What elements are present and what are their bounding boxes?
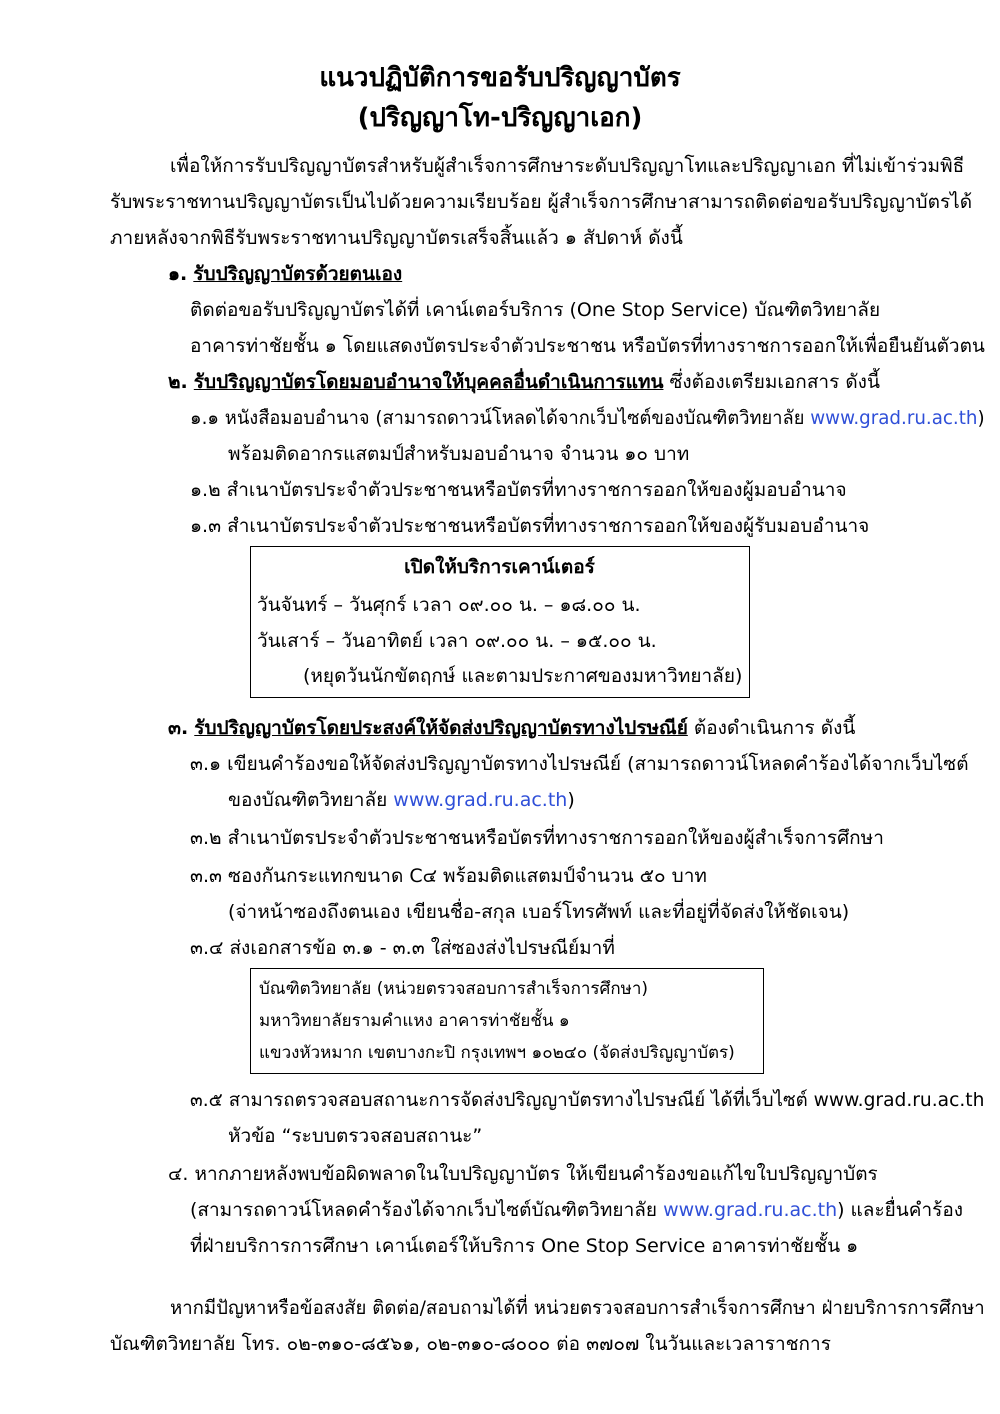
section-2-item-2: ๑.๒ สำเนาบัตรประจำตัวประชาชนหรือบัตรที่ทางราชการออกให้ของผู้มอบอำนาจ <box>190 479 847 501</box>
address-line-2: มหาวิทยาลัยรามคำแหง อาคารท่าชัยชั้น ๑ <box>259 1011 570 1031</box>
section-4-line-2-suffix: ) และยื่นคำร้อง <box>837 1199 964 1221</box>
mailing-address-box <box>250 968 764 1074</box>
contact-line-1: หากมีปัญหาหรือข้อสงสัย ติดต่อ/สอบถามได้ที่ หน่วยตรวจสอบการสำเร็จการศึกษา ฝ่ายบริการการศึกษา <box>170 1297 985 1319</box>
section-4-line-3: ที่ฝ่ายบริการการศึกษา เคาน์เตอร์ให้บริการ One Stop Service อาคารท่าชัยชั้น ๑ <box>190 1235 859 1257</box>
section-3-title: รับปริญญาบัตรโดยประสงค์ให้จัดส่งปริญญาบัตรทางไปรษณีย์ <box>194 717 688 739</box>
counter-hours-weekend: วันเสาร์ – วันอาทิตย์ เวลา ๐๙.๐๐ น. – ๑๕.๐๐ น. <box>257 630 657 652</box>
section-3-item-2: ๓.๒ สำเนาบัตรประจำตัวประชาชนหรือบัตรที่ทางราชการออกให้ของผู้สำเร็จการศึกษา <box>190 827 884 849</box>
address-line-1: บัณฑิตวิทยาลัย (หน่วยตรวจสอบการสำเร็จการศึกษา) <box>259 979 649 999</box>
grad-website-link[interactable]: www.grad.ru.ac.th <box>393 789 568 811</box>
section-3-item-5-line-2: หัวข้อ “ระบบตรวจสอบสถานะ” <box>228 1125 483 1147</box>
section-1-number: ๑. <box>168 263 188 285</box>
section-1-heading <box>168 256 402 292</box>
section-3-item-1-close: ) <box>567 789 575 811</box>
section-3-item-3-line-2: (จ่าหน้าซองถึงตนเอง เขียนชื่อ-สกุล เบอร์โทรศัพท์ และที่อยู่ที่จัดส่งให้ชัดเจน) <box>228 901 850 923</box>
address-line-3: แขวงหัวหมาก เขตบางกะปิ กรุงเทพฯ ๑๐๒๔๐ (จัดส่งปริญญาบัตร) <box>259 1043 735 1063</box>
section-1-line-2: อาคารท่าชัยชั้น ๑ โดยแสดงบัตรประจำตัวประชาชน หรือบัตรที่ทางราชการออกให้เพื่อยืนยันตัวตน <box>190 335 985 357</box>
page-subtitle: (ปริญญาโท-ปริญญาเอก) <box>357 103 643 133</box>
section-4-line-2-text: (สามารถดาวน์โหลดคำร้องได้จากเว็บไซต์บัณฑิตวิทยาลัย <box>190 1199 664 1221</box>
contact-line-2: บัณฑิตวิทยาลัย โทร. ๐๒-๓๑๐-๘๕๖๑, ๐๒-๓๑๐-๘๐๐๐ ต่อ ๓๗๐๗ ในวันและเวลาราชการ <box>110 1333 831 1355</box>
section-2-heading <box>168 364 880 400</box>
section-1-title: รับปริญญาบัตรด้วยตนเอง <box>193 263 403 285</box>
intro-line-2: รับพระราชทานปริญญาบัตรเป็นไปด้วยความเรียบร้อย ผู้สำเร็จการศึกษาสามารถติดต่อขอรับปริญญาบัตรได้ <box>110 191 973 213</box>
intro-line-3: ภายหลังจากพิธีรับพระราชทานปริญญาบัตรเสร็จสิ้นแล้ว ๑ สัปดาห์ ดังนี้ <box>110 227 683 249</box>
section-3-title-suffix: ต้องดำเนินการ ดังนี้ <box>687 717 856 739</box>
section-3-item-1: ๓.๑ เขียนคำร้องขอให้จัดส่งปริญญาบัตรทางไปรษณีย์ (สามารถดาวน์โหลดคำร้องได้จากเว็บไซต์ <box>190 753 969 775</box>
counter-hours-box <box>250 546 750 698</box>
counter-hours-weekday: วันจันทร์ – วันศุกร์ เวลา ๐๙.๐๐ น. – ๑๘.๐๐ น. <box>257 594 641 616</box>
section-4-line-2 <box>190 1192 963 1228</box>
section-2-item-3: ๑.๓ สำเนาบัตรประจำตัวประชาชนหรือบัตรที่ทางราชการออกให้ของผู้รับมอบอำนาจ <box>190 515 870 537</box>
section-2-item-1 <box>190 400 985 436</box>
section-2-item-1-line-2: พร้อมติดอากรแสตมป์สำหรับมอบอำนาจ จำนวน ๑๐ บาท <box>228 443 690 465</box>
section-3-item-5: ๓.๕ สามารถตรวจสอบสถานะการจัดส่งปริญญาบัตรทางไปรษณีย์ ได้ที่เว็บไซต์ www.grad.ru.ac.th <box>190 1089 985 1111</box>
section-3-item-3: ๓.๓ ซองกันกระแทกขนาด C๔ พร้อมติดแสตมป์จำนวน ๕๐ บาท <box>190 865 707 887</box>
grad-website-link[interactable]: www.grad.ru.ac.th <box>663 1199 838 1221</box>
section-1-line-1: ติดต่อขอรับปริญญาบัตรได้ที่ เคาน์เตอร์บริการ (One Stop Service) บัณฑิตวิทยาลัย <box>190 299 881 321</box>
section-2-title-suffix: ซึ่งต้องเตรียมเอกสาร ดังนี้ <box>663 371 880 393</box>
section-3-item-4: ๓.๔ ส่งเอกสารข้อ ๓.๑ - ๓.๓ ใส่ซองส่งไปรษณีย์มาที่ <box>190 937 615 959</box>
intro-line-1: เพื่อให้การรับปริญญาบัตรสำหรับผู้สำเร็จการศึกษาระดับปริญญาโทและปริญญาเอก ที่ไม่เข้าร่วมพิธี <box>170 155 965 177</box>
section-2-item-1-text: ๑.๑ หนังสือมอบอำนาจ (สามารถดาวน์โหลดได้จากเว็บไซต์ของบัณฑิตวิทยาลัย <box>190 407 811 429</box>
section-2-item-1-close: ) <box>977 407 985 429</box>
grad-website-link[interactable]: www.grad.ru.ac.th <box>810 407 978 429</box>
page-title: แนวปฏิบัติการขอรับปริญญาบัตร <box>319 63 681 93</box>
section-3-number: ๓. <box>168 717 189 739</box>
counter-hours-note: (หยุดวันนักขัตฤกษ์ และตามประกาศของมหาวิทยาลัย) <box>303 665 743 687</box>
section-3-item-1-line-2 <box>228 782 575 818</box>
section-3-item-1-line-2-text: ของบัณฑิตวิทยาลัย <box>228 789 394 811</box>
section-3-heading <box>168 710 855 746</box>
counter-hours-heading: เปิดให้บริการเคาน์เตอร์ <box>404 556 595 578</box>
section-2-number: ๒. <box>168 371 188 393</box>
section-2-title: รับปริญญาบัตรโดยมอบอำนาจให้บุคคลอื่นดำเนินการแทน <box>193 371 664 393</box>
section-4-line-1: ๔. หากภายหลังพบข้อผิดพลาดในใบปริญญาบัตร ให้เขียนคำร้องขอแก้ไขใบปริญญาบัตร <box>168 1163 878 1185</box>
